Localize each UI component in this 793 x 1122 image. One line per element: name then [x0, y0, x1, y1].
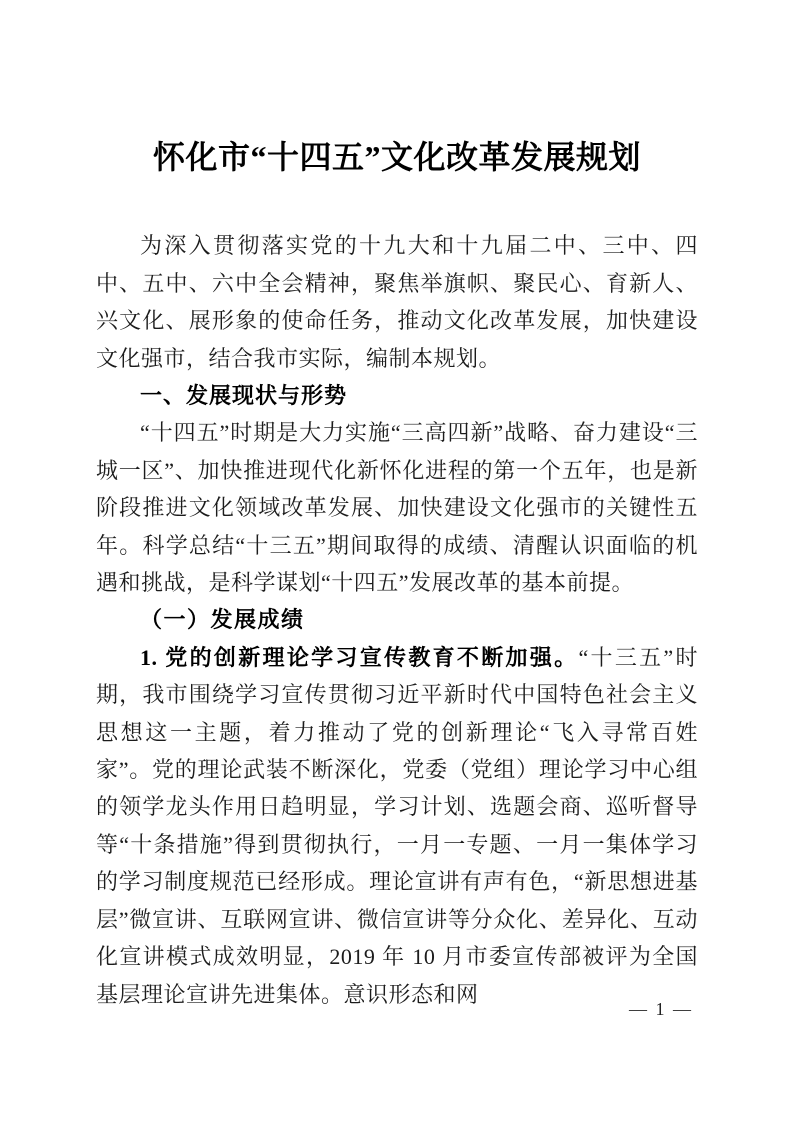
page-number: — 1 —	[629, 999, 693, 1019]
document-content	[96, 134, 698, 1013]
numbered-item-lead: 1. 党的创新理论学习宣传教育不断加强。	[140, 644, 579, 670]
document-title: 怀化市“十四五”文化改革发展规划	[152, 139, 641, 175]
subsection-heading-achievements: （一）发展成绩	[140, 607, 305, 633]
numbered-item-body: “十三五”时期，我市围绕学习宣传贯彻习近平新时代中国特色社会主义思想这一主题，着力推动了党的创新理论“飞入寻常百姓家”。党的理论武装不断深化，党委（党组）理论学习中心组的领学龙头作用日趋明显，学习计划、选题会商、巡听督导等“十条措施”得到贯彻执行，一月一专题、一月一集体学习的学习制度规范已经形成。理论宣讲有声有色，“新思想进基层”微宣讲、互联网宣讲、微信宣讲等分众化、差异化、互动化宣讲模式成效明显，2019 年 10 月市委宣传部被评为全国基层理论宣讲先进集体。意识形态和网	[96, 644, 698, 1007]
section-heading-development-status: 一、发展现状与形势	[140, 383, 348, 409]
numbered-item-theory-education	[96, 639, 698, 1013]
section-paragraph-period-overview: “十四五”时期是大力实施“三高四新”战略、奋力建设“三城一区”、加快推进现代化新怀化进程的第一个五年，也是新阶段推进文化领域改革发展、加快建设文化强市的关键性五年。科学总结“十三五”期间取得的成绩、清醒认识面临的机遇和挑战，是科学谋划“十四五”发展改革的基本前提。	[96, 420, 698, 596]
intro-paragraph: 为深入贯彻落实党的十九大和十九届二中、三中、四中、五中、六中全会精神，聚焦举旗帜、聚民心、育新人、兴文化、展形象的使命任务，推动文化改革发展，加快建设文化强市，结合我市实际，编制本规划。	[96, 233, 698, 371]
